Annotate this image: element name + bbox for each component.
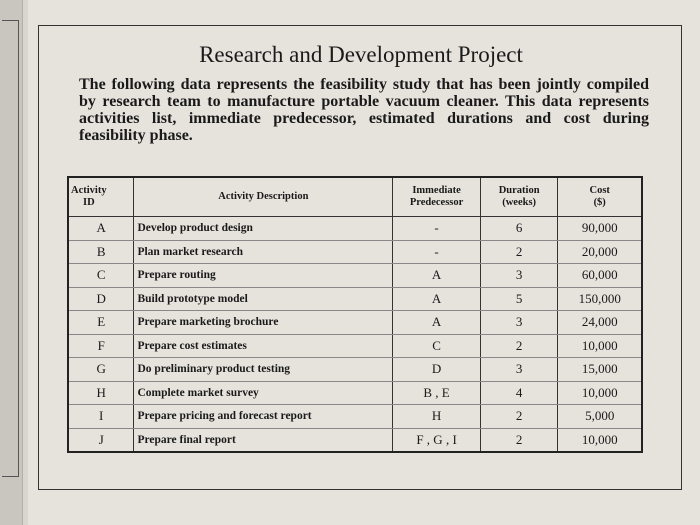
cell-predecessor: - (393, 240, 481, 264)
cell-description: Prepare final report (134, 428, 393, 452)
table-row (68, 381, 642, 405)
cell-id: A (68, 217, 134, 241)
header-activity-id (68, 177, 134, 217)
cell-description: Complete market survey (134, 381, 393, 405)
cell-duration: 2 (480, 428, 558, 452)
table-row (68, 217, 642, 241)
cell-duration: 2 (480, 334, 558, 358)
table-row (68, 287, 642, 311)
header-cost-line2: ($) (593, 197, 606, 208)
cell-predecessor: C (393, 334, 481, 358)
paper-page (28, 0, 700, 525)
table-row (68, 264, 642, 288)
cell-duration: 3 (480, 264, 558, 288)
table-row (68, 428, 642, 452)
activity-table (67, 176, 643, 453)
cell-duration: 2 (480, 405, 558, 429)
adjacent-page-edge (0, 0, 23, 525)
cell-id: E (68, 311, 134, 335)
header-dur-line1: Duration (498, 185, 540, 196)
cell-id: F (68, 334, 134, 358)
cell-id: G (68, 358, 134, 382)
question-frame (38, 25, 682, 490)
table-row (68, 334, 642, 358)
table-row (68, 240, 642, 264)
cell-description: Build prototype model (134, 287, 393, 311)
adjacent-page-frame (2, 20, 19, 477)
cell-duration: 4 (480, 381, 558, 405)
cell-description: Prepare routing (134, 264, 393, 288)
table-row (68, 311, 642, 335)
cell-duration: 3 (480, 358, 558, 382)
cell-duration: 3 (480, 311, 558, 335)
cell-id: J (68, 428, 134, 452)
cell-cost: 10,000 (558, 334, 642, 358)
cell-cost: 20,000 (558, 240, 642, 264)
header-cost (558, 177, 642, 217)
header-cost-line1: Cost (589, 185, 610, 196)
cell-duration: 5 (480, 287, 558, 311)
cell-id: D (68, 287, 134, 311)
cell-predecessor: F , G , I (393, 428, 481, 452)
cell-cost: 15,000 (558, 358, 642, 382)
intro-paragraph: The following data represents the feasibility study that has been jointly compiled by research team to manufacture portable vacuum cleaner. This data represents activities list, immediate predecessor, estimated durations and cost during feasibility phase. (79, 76, 649, 144)
cell-predecessor: H (393, 405, 481, 429)
cell-description: Plan market research (134, 240, 393, 264)
header-pred-line2: Predecessor (409, 197, 464, 208)
cell-description: Develop product design (134, 217, 393, 241)
cell-duration: 6 (480, 217, 558, 241)
header-id-line2: ID (83, 197, 95, 208)
header-immediate-predecessor (393, 177, 481, 217)
cell-cost: 5,000 (558, 405, 642, 429)
cell-duration: 2 (480, 240, 558, 264)
cell-cost: 60,000 (558, 264, 642, 288)
table-row (68, 405, 642, 429)
header-dur-line2: (weeks) (502, 197, 537, 208)
table-row (68, 358, 642, 382)
cell-description: Prepare marketing brochure (134, 311, 393, 335)
header-activity-description: Activity Description (134, 177, 393, 217)
header-duration (480, 177, 558, 217)
cell-cost: 90,000 (558, 217, 642, 241)
cell-predecessor: B , E (393, 381, 481, 405)
cell-description: Do preliminary product testing (134, 358, 393, 382)
cell-predecessor: A (393, 264, 481, 288)
cell-predecessor: D (393, 358, 481, 382)
cell-cost: 10,000 (581, 431, 618, 447)
cell-id: B (68, 240, 134, 264)
cell-id: I (68, 405, 134, 429)
cell-description: Prepare pricing and forecast report (134, 405, 393, 429)
cell-cost: 24,000 (558, 311, 642, 335)
cell-predecessor: A (393, 287, 481, 311)
header-pred-line1: Immediate (412, 185, 461, 196)
header-id-line1: Activity (71, 185, 107, 196)
cell-predecessor: A (393, 311, 481, 335)
table-header-row (68, 177, 642, 217)
cell-id: H (68, 381, 134, 405)
cell-cost: 150,000 (558, 287, 642, 311)
cell-description: Prepare cost estimates (134, 334, 393, 358)
cell-id: C (68, 264, 134, 288)
cell-cost: 10,000 (558, 381, 642, 405)
page-title: Research and Development Project (199, 42, 523, 67)
cell-predecessor: - (393, 217, 481, 241)
